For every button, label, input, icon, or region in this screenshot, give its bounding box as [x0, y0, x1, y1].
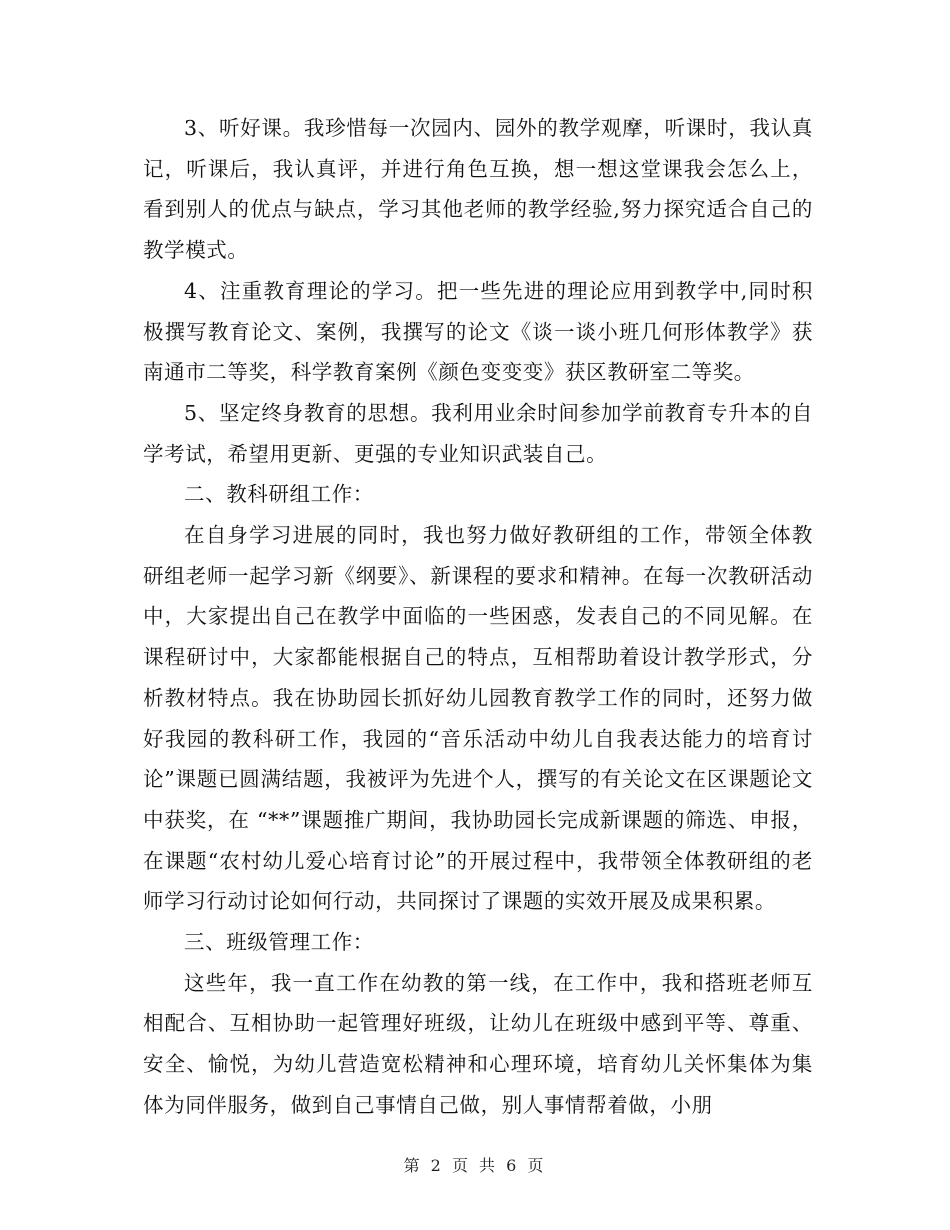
paragraph-research-group-work: 在自身学习进展的同时，我也努力做好教研组的工作，带领全体教研组老师一起学习新《纲要》、新课程的要求和精神。在每一次教研活动中，大家提出自己在教学中面临的一些困惑，发表自己的不同见解。在课程研讨中，大家都能根据自己的特点，互相帮助着设计教学形式，分析教材特点。我在协助园长抓好幼儿园教育教学工作的同时，还努力做好我园的教科研工作，我园的“音乐活动中幼儿自我表达能力的培育讨论”课题已圆满结题，我被评为先进个人，撰写的有关论文在区课题论文中获奖，在 “**”课题推广期间，我协助园长完成新课题的筛选、申报，在课题“农村幼儿爱心培育讨论”的开展过程中，我带领全体教研组的老师学习行动讨论如何行动，共同探讨了课题的实效开展及成果积累。 — [143, 523, 813, 914]
paragraph-education-theory: 4、注重教育理论的学习。把一些先进的理论应用到教学中,同时积极撰写教育论文、案例，我撰写的论文《谈一谈小班几何形体教学》获南通市二等奖，科学教育案例《颜色变变变》获区教研室二等奖。 — [143, 278, 813, 385]
section-heading-class-management: 三、班级管理工作： — [184, 930, 374, 955]
paragraph-class-management: 这些年，我一直工作在幼教的第一线，在工作中，我和搭班老师互相配合、互相协助一起管理好班级，让幼儿在班级中感到平等、尊重、安全、愉悦，为幼儿营造宽松精神和心理环境，培育幼儿关怀集体为集体为同伴服务，做到自己事情自己做，别人事情帮着做，小朋 — [143, 970, 813, 1117]
paragraph-listen-lessons: 3、听好课。我珍惜每一次园内、园外的教学观摩，听课时，我认真记，听课后，我认真评，并进行角色互换，想一想这堂课我会怎么上，看到别人的优点与缺点，学习其他老师的教学经验,努力探究适合自己的教学模式。 — [143, 116, 813, 263]
document-body — [143, 108, 813, 1126]
page-number-footer: 第 2 页 共 6 页 — [403, 1156, 547, 1175]
paragraph-lifelong-education: 5、坚定终身教育的思想。我利用业余时间参加学前教育专升本的自学考试，希望用更新、更强的专业知识武装自己。 — [143, 400, 813, 466]
section-heading-research-group: 二、教科研组工作： — [184, 482, 374, 507]
